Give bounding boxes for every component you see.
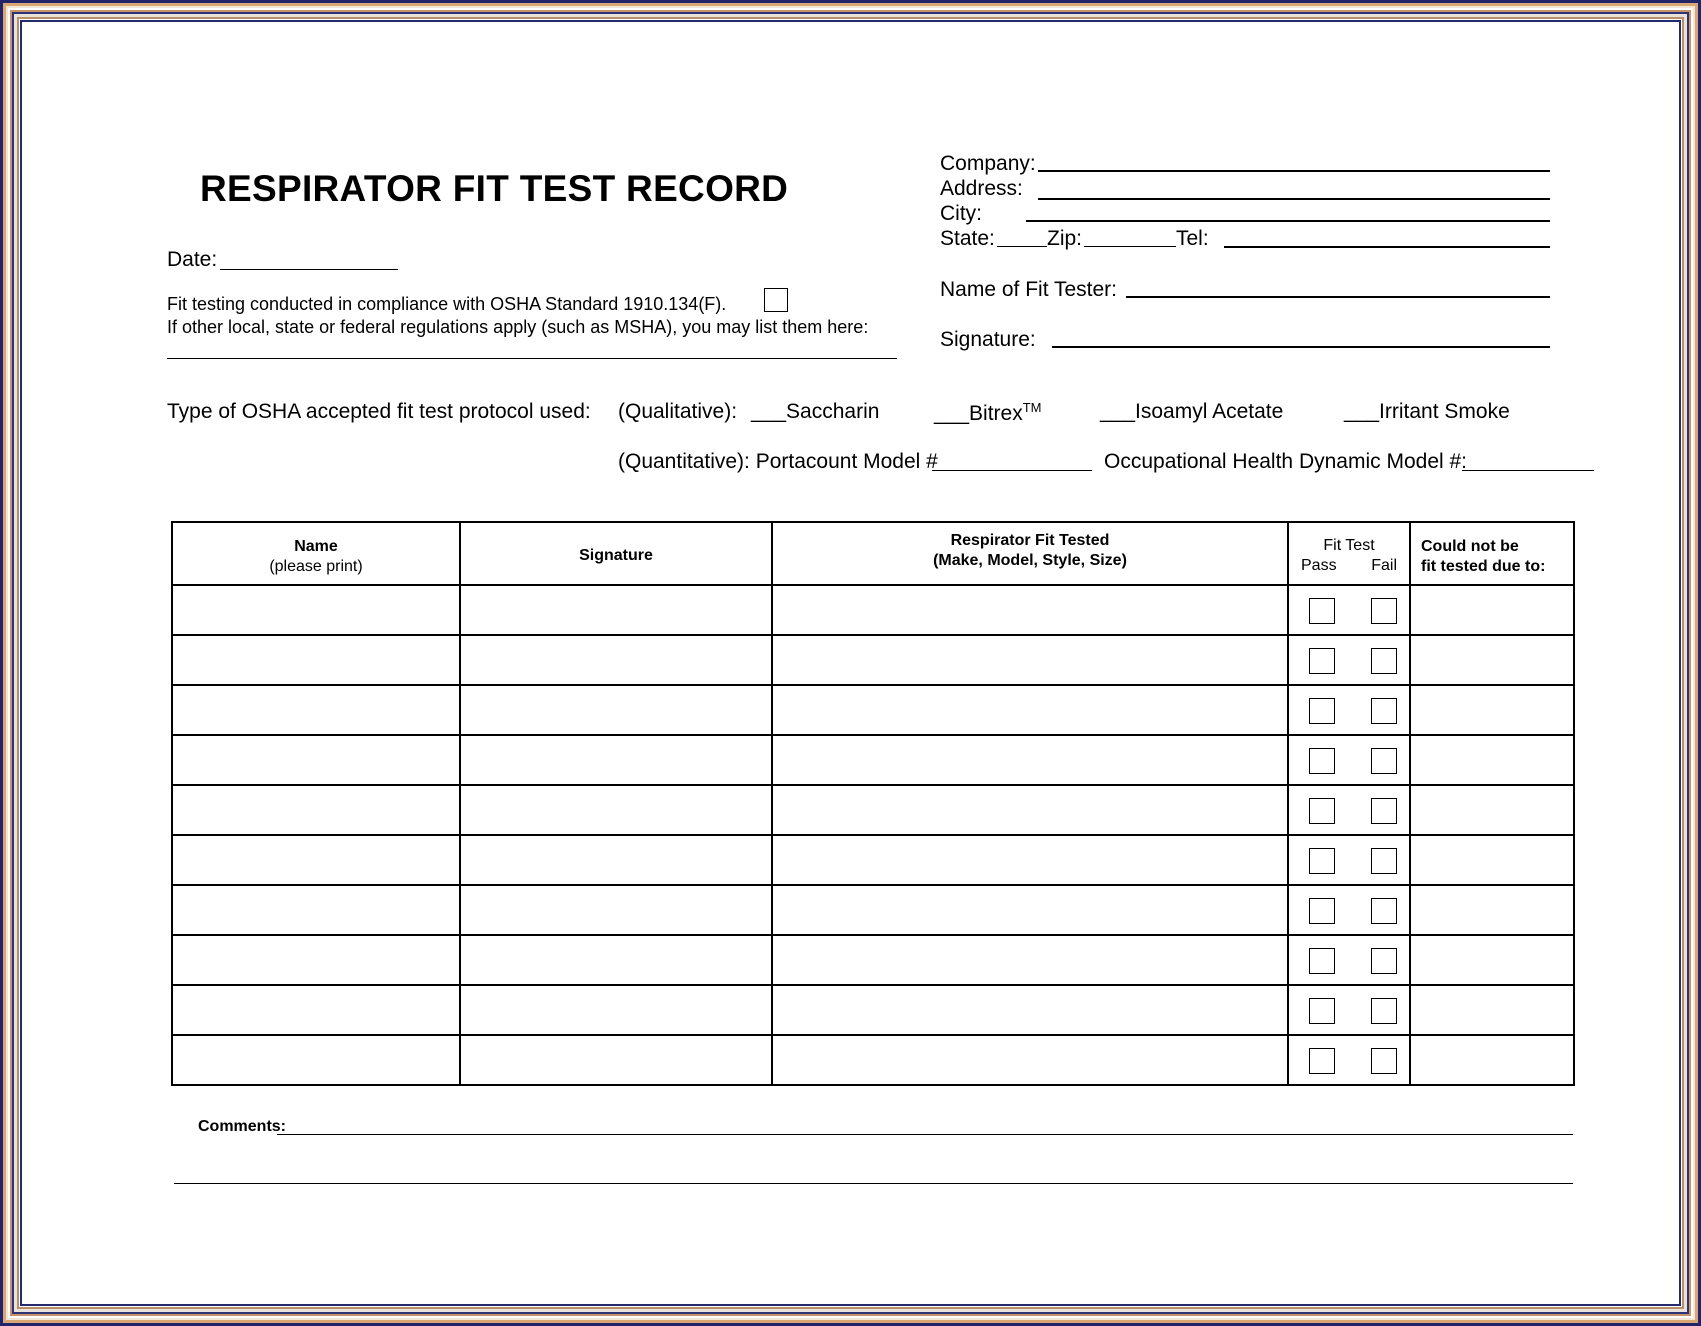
reason-cell[interactable] <box>1410 785 1574 835</box>
date-label: Date: <box>167 248 218 271</box>
name-cell[interactable] <box>172 685 460 735</box>
header-signature <box>460 522 772 585</box>
table-row <box>172 985 1574 1035</box>
name-cell[interactable] <box>172 585 460 635</box>
header-respirator-sub: (Make, Model, Style, Size) <box>933 552 1127 569</box>
header-could-not-label: Could not be <box>1421 538 1519 555</box>
table-row <box>172 785 1574 835</box>
state-field[interactable] <box>997 246 1047 247</box>
name-cell[interactable] <box>172 985 460 1035</box>
name-cell[interactable] <box>172 935 460 985</box>
table-header-row <box>172 522 1574 585</box>
company-field[interactable] <box>1038 170 1550 172</box>
fail-checkbox[interactable] <box>1371 948 1397 974</box>
table-row <box>172 1035 1574 1085</box>
respirator-cell[interactable] <box>772 835 1288 885</box>
header-respirator-label: Respirator Fit Tested <box>950 532 1110 549</box>
fit-tester-label: Name of Fit Tester: <box>940 278 1118 301</box>
reason-cell[interactable] <box>1410 935 1574 985</box>
name-cell[interactable] <box>172 1035 460 1085</box>
signature-cell[interactable] <box>460 985 772 1035</box>
reason-cell[interactable] <box>1410 735 1574 785</box>
comments-field-line-1[interactable] <box>277 1134 1573 1135</box>
fail-checkbox[interactable] <box>1371 748 1397 774</box>
pass-fail-cell <box>1288 885 1410 935</box>
option-name: Irritant Smoke <box>1379 400 1510 423</box>
respirator-cell[interactable] <box>772 935 1288 985</box>
table-row <box>172 585 1574 635</box>
option-name: Isoamyl Acetate <box>1135 400 1284 423</box>
comments-label: Comments: <box>198 1118 287 1135</box>
table-row <box>172 885 1574 935</box>
comments-field-line-2[interactable] <box>174 1183 1573 1184</box>
reason-cell[interactable] <box>1410 585 1574 635</box>
table-row <box>172 935 1574 985</box>
header-respirator <box>772 522 1288 585</box>
pass-fail-cell <box>1288 635 1410 685</box>
table-body <box>172 585 1574 1085</box>
quantitative-label: (Quantitative): Portacount Model # <box>618 450 938 473</box>
table-row <box>172 635 1574 685</box>
header-signature-label: Signature <box>579 547 653 564</box>
compliance-text: Fit testing conducted in compliance with OSHA Standard 1910.134(F). <box>167 294 727 314</box>
table-row <box>172 685 1574 735</box>
signature-cell[interactable] <box>460 935 772 985</box>
respirator-cell[interactable] <box>772 585 1288 635</box>
fail-checkbox[interactable] <box>1371 898 1397 924</box>
form-title: RESPIRATOR FIT TEST RECORD <box>200 168 789 209</box>
city-field[interactable] <box>1026 220 1550 222</box>
pass-checkbox[interactable] <box>1309 698 1335 724</box>
header-pass: Pass <box>1301 557 1337 574</box>
fail-checkbox[interactable] <box>1371 698 1397 724</box>
pass-fail-cell <box>1288 685 1410 735</box>
pass-fail-cell <box>1288 785 1410 835</box>
header-fit-test <box>1288 522 1410 585</box>
address-label: Address: <box>940 177 1023 200</box>
reason-cell[interactable] <box>1410 1035 1574 1085</box>
header-could-not <box>1410 522 1574 585</box>
fail-checkbox[interactable] <box>1371 598 1397 624</box>
header-fit-test-label: Fit Test <box>1323 537 1375 554</box>
pass-checkbox[interactable] <box>1309 798 1335 824</box>
pass-fail-cell <box>1288 735 1410 785</box>
zip-field[interactable] <box>1084 246 1176 247</box>
tel-field[interactable] <box>1224 246 1550 248</box>
pass-checkbox[interactable] <box>1309 1048 1335 1074</box>
respirator-cell[interactable] <box>772 735 1288 785</box>
trademark-mark: TM <box>1022 400 1042 415</box>
pass-checkbox[interactable] <box>1309 648 1335 674</box>
respirator-cell[interactable] <box>772 635 1288 685</box>
signature-cell[interactable] <box>460 685 772 735</box>
other-regs-field[interactable] <box>167 358 897 359</box>
option-blank: ___ <box>1100 400 1136 423</box>
qualitative-label: (Qualitative): <box>618 400 738 423</box>
option-irritant-smoke[interactable] <box>1344 400 1510 424</box>
pass-fail-cell <box>1288 1035 1410 1085</box>
header-name-label: Name <box>294 538 338 555</box>
pass-fail-cell <box>1288 985 1410 1035</box>
pass-checkbox[interactable] <box>1309 598 1335 624</box>
other-regs-text: If other local, state or federal regulations apply (such as MSHA), you may list them here: <box>167 317 869 337</box>
header-could-not-label-2: fit tested due to: <box>1421 558 1546 575</box>
name-cell[interactable] <box>172 785 460 835</box>
option-isoamyl-acetate[interactable] <box>1100 400 1283 424</box>
reason-cell[interactable] <box>1410 635 1574 685</box>
respirator-cell[interactable] <box>772 785 1288 835</box>
header-name <box>172 522 460 585</box>
signature-cell[interactable] <box>460 1035 772 1085</box>
reason-cell[interactable] <box>1410 885 1574 935</box>
fail-checkbox[interactable] <box>1371 798 1397 824</box>
zip-label: Zip: <box>1047 227 1083 250</box>
table-row <box>172 735 1574 785</box>
table-row <box>172 835 1574 885</box>
compliance-checkbox[interactable] <box>764 288 788 312</box>
signature-cell[interactable] <box>460 885 772 935</box>
signature-cell[interactable] <box>460 735 772 785</box>
fail-checkbox[interactable] <box>1371 1048 1397 1074</box>
signature-cell[interactable] <box>460 835 772 885</box>
option-saccharin[interactable] <box>751 400 879 424</box>
respirator-cell[interactable] <box>772 1035 1288 1085</box>
pass-checkbox[interactable] <box>1309 748 1335 774</box>
reason-cell[interactable] <box>1410 685 1574 735</box>
address-field[interactable] <box>1038 198 1550 200</box>
signature-field[interactable] <box>1052 346 1550 348</box>
signature-cell[interactable] <box>460 585 772 635</box>
option-name: Saccharin <box>786 400 880 423</box>
reason-cell[interactable] <box>1410 985 1574 1035</box>
signature-cell[interactable] <box>460 785 772 835</box>
pass-fail-cell <box>1288 935 1410 985</box>
company-label: Company: <box>940 152 1036 175</box>
pass-checkbox[interactable] <box>1309 898 1335 924</box>
option-blank: ___ <box>751 400 787 423</box>
respirator-cell[interactable] <box>772 985 1288 1035</box>
ohd-label: Occupational Health Dynamic Model #: <box>1104 450 1468 473</box>
name-cell[interactable] <box>172 635 460 685</box>
pass-checkbox[interactable] <box>1309 998 1335 1024</box>
portacount-model-field[interactable] <box>932 470 1092 471</box>
tel-label: Tel: <box>1176 227 1209 250</box>
respirator-cell[interactable] <box>772 685 1288 735</box>
ohd-model-field[interactable] <box>1462 470 1594 471</box>
fit-test-table <box>171 521 1575 1086</box>
option-blank: ___ <box>1344 400 1380 423</box>
form-page <box>20 20 1681 1306</box>
name-cell[interactable] <box>172 885 460 935</box>
fail-checkbox[interactable] <box>1371 648 1397 674</box>
protocol-label: Type of OSHA accepted fit test protocol used: <box>167 400 591 423</box>
name-cell[interactable] <box>172 835 460 885</box>
name-cell[interactable] <box>172 735 460 785</box>
state-label: State: <box>940 227 995 250</box>
pass-fail-cell <box>1288 835 1410 885</box>
respirator-cell[interactable] <box>772 885 1288 935</box>
pass-fail-cell <box>1288 585 1410 635</box>
reason-cell[interactable] <box>1410 835 1574 885</box>
header-fail: Fail <box>1371 557 1397 574</box>
date-field[interactable] <box>220 269 398 270</box>
pass-checkbox[interactable] <box>1309 848 1335 874</box>
fit-tester-field[interactable] <box>1126 296 1550 298</box>
city-label: City: <box>940 202 982 225</box>
header-name-sub: (please print) <box>269 558 363 575</box>
signature-label: Signature: <box>940 328 1036 351</box>
signature-cell[interactable] <box>460 635 772 685</box>
fail-checkbox[interactable] <box>1371 848 1397 874</box>
pass-checkbox[interactable] <box>1309 948 1335 974</box>
option-name: Bitrex <box>969 402 1023 425</box>
option-bitrex[interactable] <box>934 400 1042 426</box>
fail-checkbox[interactable] <box>1371 998 1397 1024</box>
option-blank: ___ <box>934 402 970 425</box>
